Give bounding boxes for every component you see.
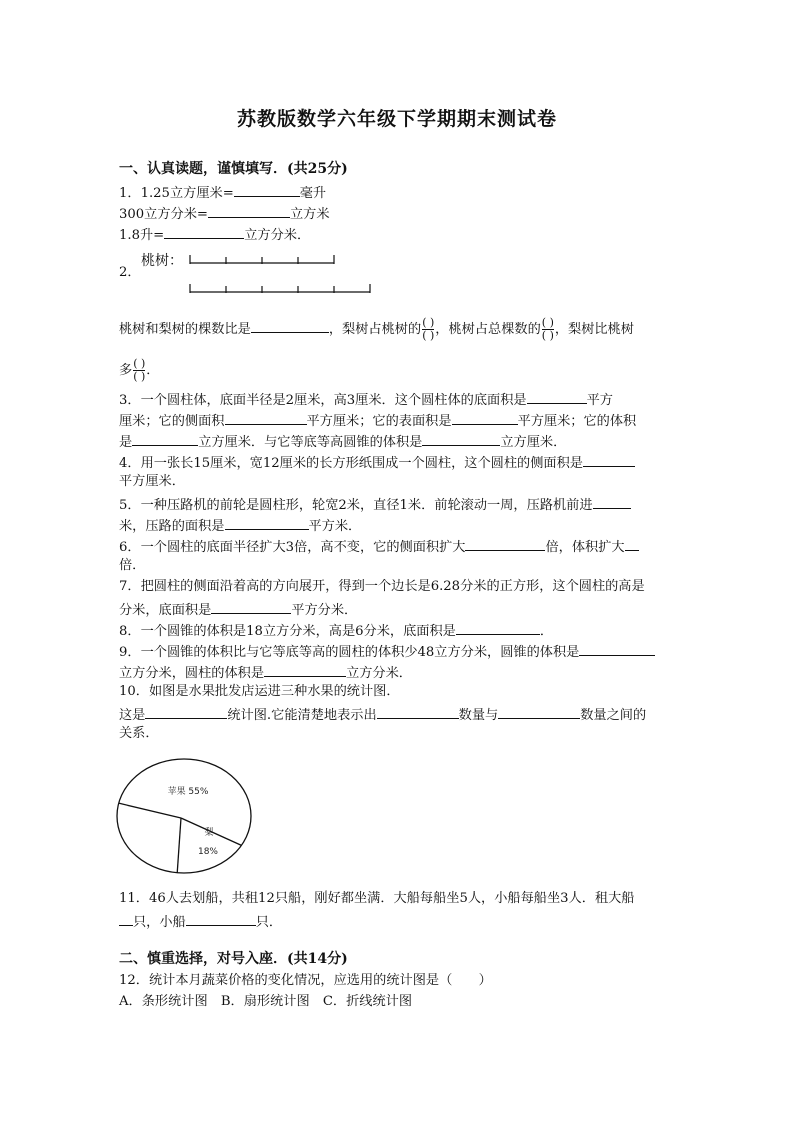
question-1c: 1.8升= 立方分米． xyxy=(119,224,310,245)
blank[interactable] xyxy=(145,704,227,719)
question-5b: 米，压路的面积是 平方米． xyxy=(119,515,361,536)
blank[interactable] xyxy=(164,224,244,239)
question-2-text-cont: 多 ( ) ( ) ． xyxy=(119,357,160,383)
question-10b: 这是 统计图.它能清楚地表示出 数量与 数量之间的 xyxy=(119,704,646,725)
question-4b: 平方厘米． xyxy=(119,474,185,489)
question-10c: 关系． xyxy=(119,726,159,741)
page-title: 苏教版数学六年级下学期期末测试卷 xyxy=(236,108,557,130)
blank[interactable] xyxy=(579,641,655,656)
peach-label: 桃树： xyxy=(141,253,183,269)
question-9a: 9．一个圆锥的体积比与它等底等高的圆柱的体积少48立方分米，圆锥的体积是 xyxy=(119,641,655,662)
question-12-options: A．条形统计图 B．扇形统计图 C．折线统计图 xyxy=(119,994,413,1009)
question-3b: 厘米；它的侧面积 平方厘米；它的表面积是 平方厘米；它的体积 xyxy=(119,410,636,431)
pie-slice-boundary xyxy=(119,803,181,818)
blank[interactable] xyxy=(465,536,545,551)
question-12: 12．统计本月蔬菜价格的变化情况，应选用的统计图是（ ） xyxy=(119,973,492,988)
blank[interactable] xyxy=(527,389,587,404)
blank[interactable] xyxy=(264,662,346,677)
blank[interactable] xyxy=(211,599,291,614)
question-7b: 分米，底面积是 平方分米． xyxy=(119,599,357,620)
question-5a: 5．一种压路机的前轮是圆柱形，轮宽2米，直径1米．前轮滚动一周，压路机前进 xyxy=(119,494,631,515)
blank[interactable] xyxy=(225,515,309,530)
blank[interactable] xyxy=(225,410,307,425)
blank[interactable] xyxy=(583,452,635,467)
fraction-blank[interactable]: ( ) ( ) xyxy=(133,357,146,383)
question-4a: 4．用一张长15厘米，宽12厘米的长方形纸围成一个圆柱，这个圆柱的侧面积是 xyxy=(119,452,635,473)
blank[interactable] xyxy=(452,410,518,425)
blank[interactable] xyxy=(208,203,290,218)
question-11a: 11．46人去划船，共租12只船，刚好都坐满．大船每船坐5人，小船每船坐3人．租大船 xyxy=(119,891,635,906)
fraction-blank[interactable]: ( ) ( ) xyxy=(422,316,435,342)
blank[interactable] xyxy=(625,536,639,551)
blank[interactable] xyxy=(456,620,540,635)
question-3c: 是 立方厘米．与它等底等高圆锥的体积是 立方厘米． xyxy=(119,431,566,452)
question-3a: 3．一个圆柱体，底面半径是2厘米，高3厘米．这个圆柱体的底面积是 平方 xyxy=(119,389,613,410)
section-1-heading: 一、认真读题，谨慎填写．(共25分) xyxy=(119,161,348,177)
question-2-text: 桃树和梨树的棵数比是 ，梨树占桃树的 ( ) ( ) ，桃树占总棵数的 ( ) ( ) ，梨树比桃树 xyxy=(119,316,634,342)
pie-slice-label: 梨 xyxy=(204,828,214,838)
question-11b: 只，小船 只． xyxy=(119,911,282,932)
question-9b: 立方分米，圆柱的体积是 立方分米． xyxy=(119,662,412,683)
question-1b: 300立方分米= 立方米 xyxy=(119,203,330,224)
blank[interactable] xyxy=(234,182,300,197)
blank[interactable] xyxy=(422,431,500,446)
fraction-blank[interactable]: ( ) ( ) xyxy=(541,316,554,342)
blank[interactable] xyxy=(251,318,329,333)
section-2-heading: 二、慎重选择，对号入座．(共14分) xyxy=(119,951,348,967)
question-6a: 6．一个圆柱的底面半径扩大3倍，高不变，它的侧面积扩大 倍，体积扩大 xyxy=(119,536,639,557)
question-10a: 10．如图是水果批发店运进三种水果的统计图． xyxy=(119,684,400,699)
pie-outline xyxy=(117,759,251,873)
pie-slice-label: 18% xyxy=(197,847,219,857)
pie-slice-boundary xyxy=(177,818,181,873)
blank[interactable] xyxy=(119,911,133,926)
question-2-number: 2． xyxy=(119,265,141,280)
blank[interactable] xyxy=(132,431,198,446)
question-1a: 1．1.25立方厘米= 毫升 xyxy=(119,182,326,203)
blank[interactable] xyxy=(593,494,631,509)
blank[interactable] xyxy=(186,911,256,926)
question-6b: 倍． xyxy=(119,558,146,573)
blank[interactable] xyxy=(498,704,580,719)
tree-segment-diagram xyxy=(186,246,376,298)
fruit-pie-chart xyxy=(114,758,264,880)
pie-slice-label: 苹果 55% xyxy=(167,787,209,797)
question-8: 8．一个圆锥的体积是18立方分米，高是6分米，底面积是 ． xyxy=(119,620,553,641)
question-7a: 7．把圆柱的侧面沿着高的方向展开，得到一个边长是6.28分米的正方形，这个圆柱的高是 xyxy=(119,579,645,594)
blank[interactable] xyxy=(377,704,459,719)
